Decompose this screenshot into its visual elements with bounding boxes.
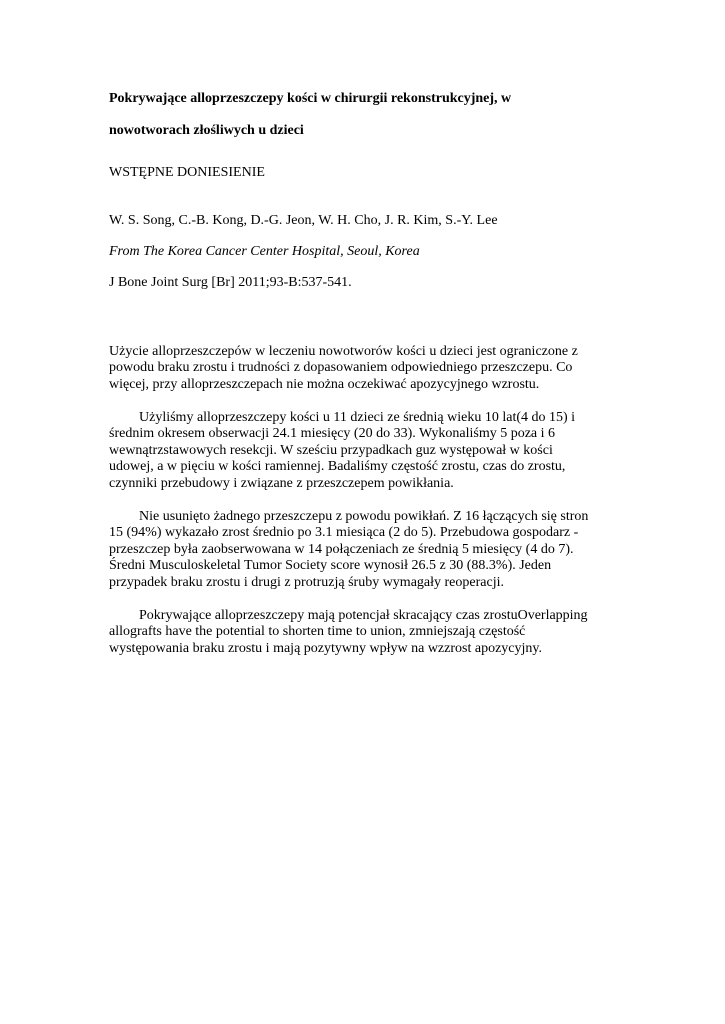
title-line-2: nowotworach złośliwych u dzieci [109,123,304,138]
authors: W. S. Song, C.-B. Kong, D.-G. Jeon, W. H. Cho, J. R. Kim, S.-Y. Lee [109,213,498,228]
abstract-paragraph-3: Nie usunięto żadnego przeszczepu z powodu powikłań. Z 16 łączących się stron 15 (94%) wykazało zrost średnio po 3.1 miesiąca (2 do 5). Przebudowa gospodarz - przeszczep była zaobserwowana w 14 połączeniach ze średnią 5 miesięcy (4 do 7). Średni Musculoskeletal Tumor Society score wynosił 26.5 z 30 (88.3%). Jeden przypadek braku zrostu i drugi z protruzją śruby wymagały reoperacji. [109,508,589,590]
title-line-1: Pokrywające alloprzeszczepy kości w chirurgii rekonstrukcyjnej, w [109,91,512,106]
document-content [109,86,629,674]
citation: J Bone Joint Surg [Br] 2011;93-B:537-541. [109,275,352,290]
subtitle: WSTĘPNE DONIESIENIE [109,165,265,180]
abstract [109,327,629,674]
affiliation: From The Korea Cancer Center Hospital, Seoul, Korea [109,244,420,259]
abstract-paragraph-1: Użycie alloprzeszczepów w leczeniu nowotworów kości u dzieci jest ograniczone z powodu braku zrostu i trudności z dopasowaniem odpowiedniego przeszczepu. Co więcej, przy alloprzeszczepach nie można oczekiwać apozycyjnego wzrostu. [109,343,578,392]
abstract-paragraph-4: Pokrywające alloprzeszczepy mają potencjał skracający czas zrostuOverlapping allografts have the potential to shorten time to union, zmniejszają częstość występowania braku zrostu i mają pozytywny wpływ na wzzrost apozycyjny. [109,607,588,656]
abstract-paragraph-2: Użyliśmy alloprzeszczepy kości u 11 dzieci ze średnią wieku 10 lat(4 do 15) i średnim okresem obserwacji 24.1 miesięcy (20 do 33). Wykonaliśmy 5 poza i 6 wewnątrzstawowych resekcji. W sześciu przypadkach guz występował w kości udowej, a w pięciu w kości ramiennej. Badaliśmy częstość zrostu, czas do zrostu, czynniki przebudowy i związane z przeszczepem powikłania. [109,409,576,491]
